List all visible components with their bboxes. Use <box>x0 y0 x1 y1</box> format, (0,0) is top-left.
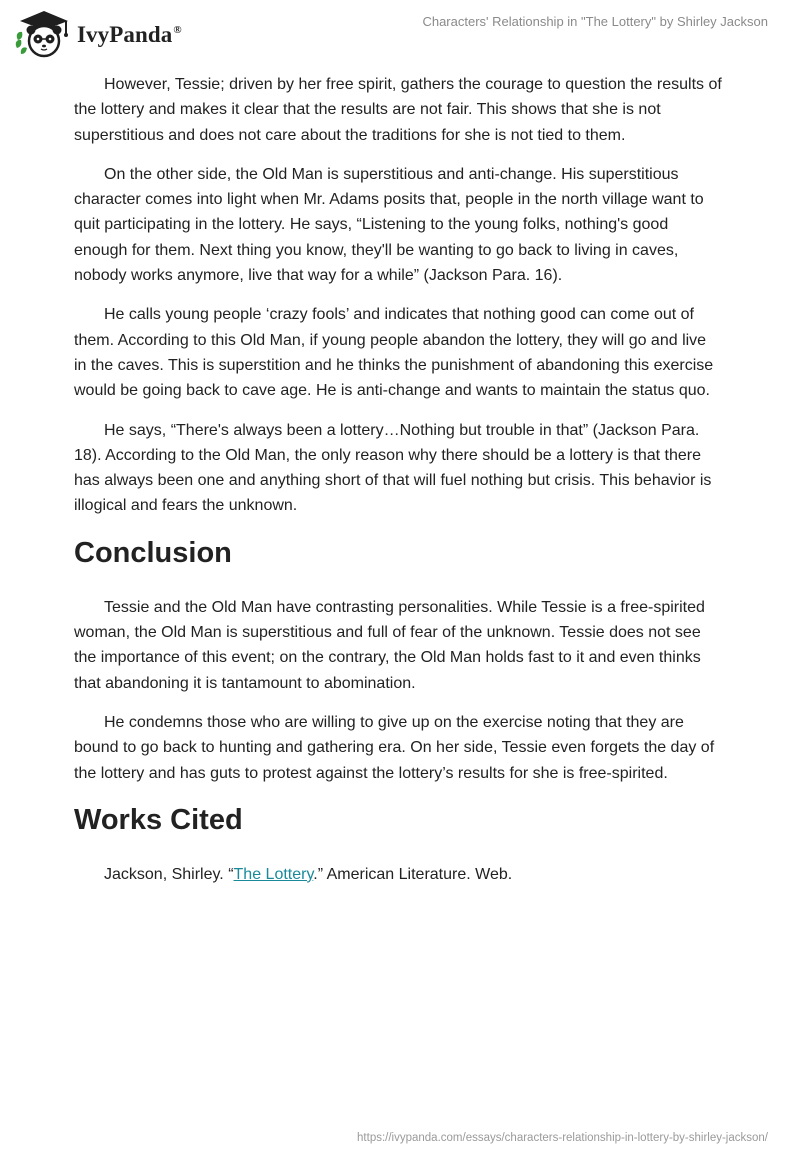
essay-content <box>74 72 722 901</box>
paragraph: On the other side, the Old Man is superstitious and anti-change. His superstitious character comes into light when Mr. Adams posits that, people in the north village want to quit participating in the lottery. He says, “Listening to the young folks, nothing's good enough for them. Next thing you know, they'll be wanting to go back to living in caves, nobody works anymore, live that way for a while” (Jackson Para. 16). <box>74 165 704 285</box>
citation <box>74 862 722 887</box>
footer-url: https://ivypanda.com/essays/characters-relationship-in-lottery-by-shirley-jackson/ <box>357 1132 768 1144</box>
logo-text: IvyPanda® <box>77 22 182 47</box>
paragraph: He condemns those who are willing to give up on the exercise noting that they are bound to go back to hunting and gathering era. On her side, Tessie even forgets the day of the lottery and has guts to protest against the lottery’s results for she is free-spirited. <box>74 713 715 782</box>
paragraph: However, Tessie; driven by her free spirit, gathers the courage to question the results of the lottery and makes it clear that the results are not fair. This shows that she is not superstitious and does not care about the traditions for she is not tied to them. <box>74 76 722 144</box>
page-header <box>0 0 800 60</box>
ivypanda-logo[interactable] <box>14 8 182 58</box>
the-lottery-link[interactable]: The Lottery <box>233 865 314 883</box>
paragraph: Tessie and the Old Man have contrasting personalities. While Tessie is a free-spirited woman, the Old Man is superstitious and full of fear of the unknown. Tessie does not see the importance of this event; on the contrary, the Old Man holds fast to it and even thinks that abandoning it is tantamount to abomination. <box>74 598 705 692</box>
paragraph: He calls young people ‘crazy fools’ and indicates that nothing good can come out of them. According to this Old Man, if young people abandon the lottery, they will go and live in the caves. This is superstition and he thinks the punishment of abandoning this exercise would be going back to cave age. He is anti-change and wants to maintain the status quo. <box>74 306 714 400</box>
conclusion-heading: Conclusion <box>74 536 232 569</box>
citation-prefix: Jackson, Shirley. “ <box>104 865 234 883</box>
works-cited-heading: Works Cited <box>74 803 243 836</box>
document-title: Characters' Relationship in "The Lottery" by Shirley Jackson <box>422 14 768 29</box>
paragraph: He says, “There's always been a lottery…Nothing but trouble in that” (Jackson Para. 18). According to the Old Man, the only reason why there should be a lottery is that there has always been one and anything short of that will fuel nothing but crisis. This behavior is illogical and fears the unknown. <box>74 421 712 515</box>
panda-logo-icon <box>14 8 72 58</box>
citation-suffix: .” American Literature. Web. <box>313 865 513 883</box>
